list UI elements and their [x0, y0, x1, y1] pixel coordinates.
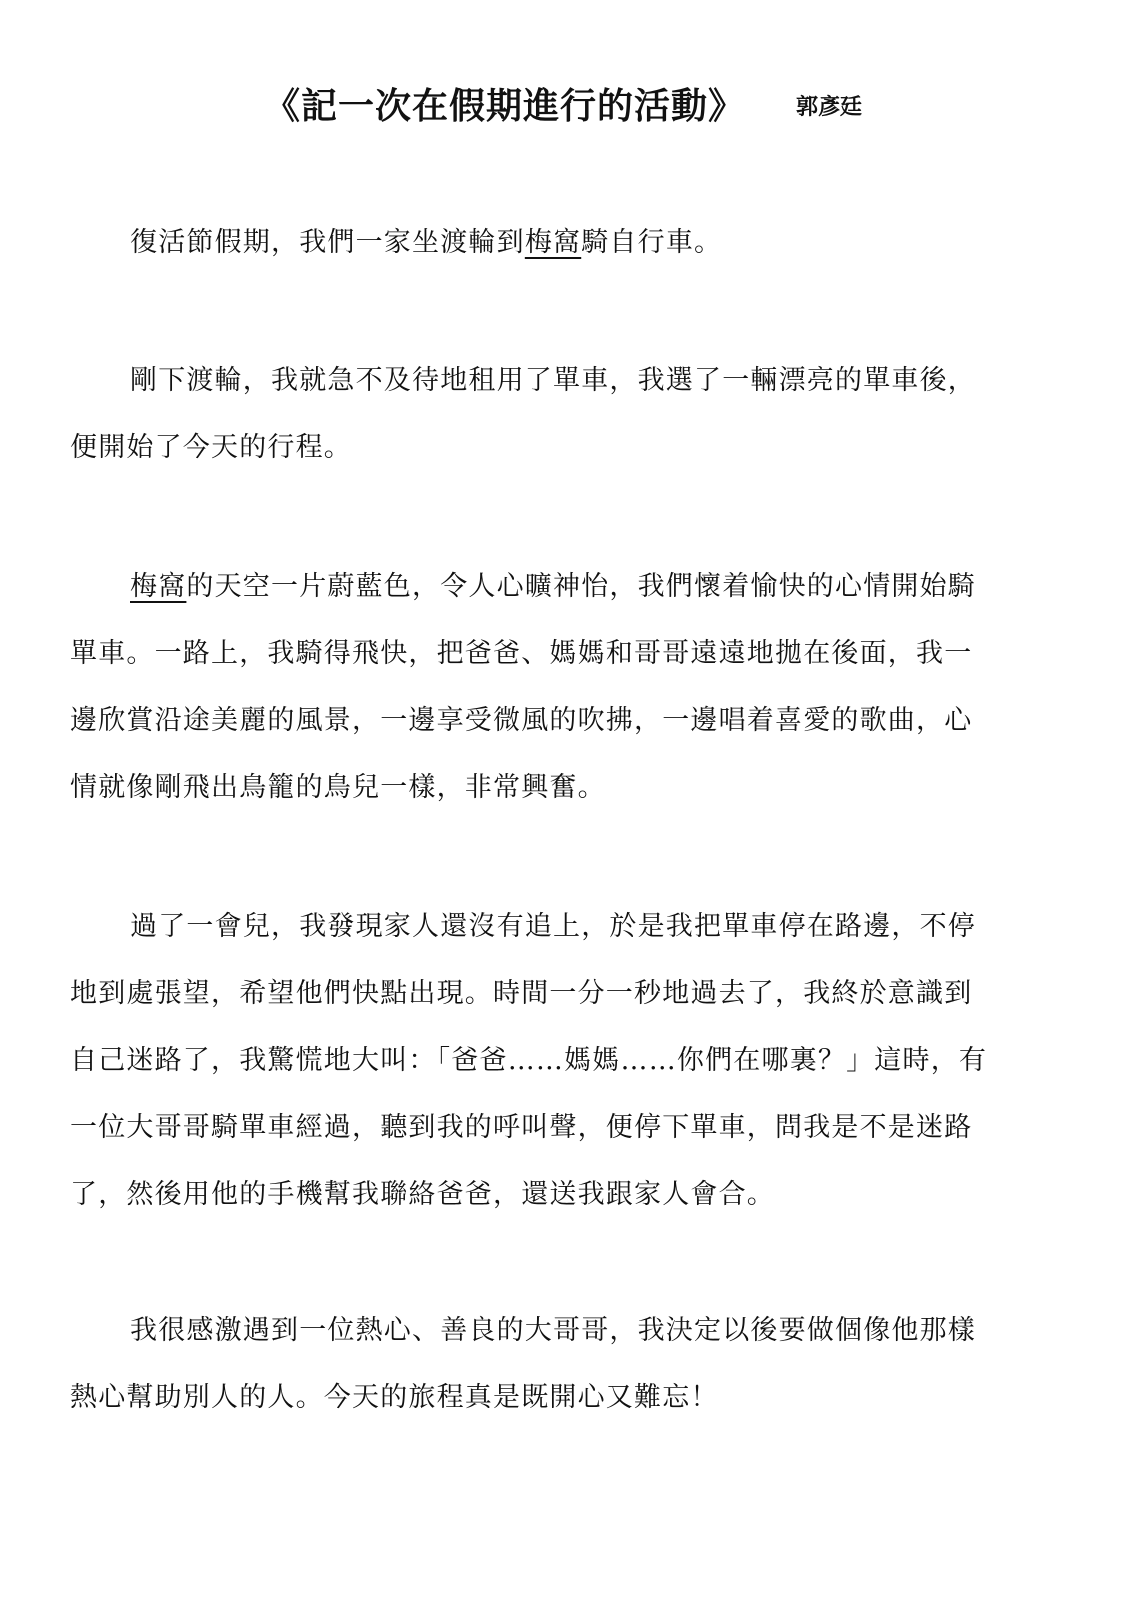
author-name: 郭彥廷: [796, 94, 863, 120]
paragraph-line: 我很感激遇到一位熱心、善良的大哥哥，我決定以後要做個像他那樣: [130, 1315, 976, 1346]
paragraph-line: 邊欣賞沿途美麗的風景，一邊享受微風的吹拂，一邊唱着喜愛的歌曲，心: [70, 705, 973, 736]
paragraph-3: [70, 553, 1060, 821]
paragraph-line: 單車。一路上，我騎得飛快，把爸爸、媽媽和哥哥遠遠地拋在後面，我一: [70, 638, 973, 669]
paragraph-line: 一位大哥哥騎單車經過，聽到我的呼叫聲，便停下單車，問我是不是迷路: [70, 1112, 973, 1143]
paragraph-2: [70, 347, 1060, 481]
paragraph-line: 便開始了今天的行程。: [70, 432, 352, 463]
paragraph-line: 復活節假期，我們一家坐渡輪到梅窩騎自行車。: [130, 227, 723, 258]
paragraph-line: 了，然後用他的手機幫我聯絡爸爸，還送我跟家人會合。: [70, 1179, 775, 1210]
paragraph-1: [70, 209, 1060, 276]
place-name: 梅窩: [130, 571, 187, 602]
paragraph-line: 熱心幫助別人的人。今天的旅程真是既開心又難忘！: [70, 1382, 719, 1413]
paragraph-line: 自己迷路了，我驚慌地大叫：「爸爸……媽媽……你們在哪裏？」這時，有: [70, 1045, 988, 1076]
paragraph-line: 剛下渡輪，我就急不及待地租用了單車，我選了一輛漂亮的單車後，: [130, 365, 976, 396]
paragraph-line: 梅窩的天空一片蔚藍色，令人心曠神怡，我們懷着愉快的心情開始騎: [130, 571, 977, 602]
paragraph-5: [70, 1297, 1060, 1431]
place-name: 梅窩: [524, 227, 582, 258]
essay-title: 《記一次在假期進行的活動》: [264, 85, 746, 127]
paragraph-line: 過了一會兒，我發現家人還沒有追上，於是我把單車停在路邊，不停: [130, 911, 976, 942]
paragraph-line: 地到處張望，希望他們快點出現。時間一分一秒地過去了，我終於意識到: [70, 978, 973, 1009]
paragraph-4: [70, 893, 1060, 1228]
paragraph-line: 情就像剛飛出鳥籠的鳥兒一樣，非常興奮。: [70, 772, 606, 803]
